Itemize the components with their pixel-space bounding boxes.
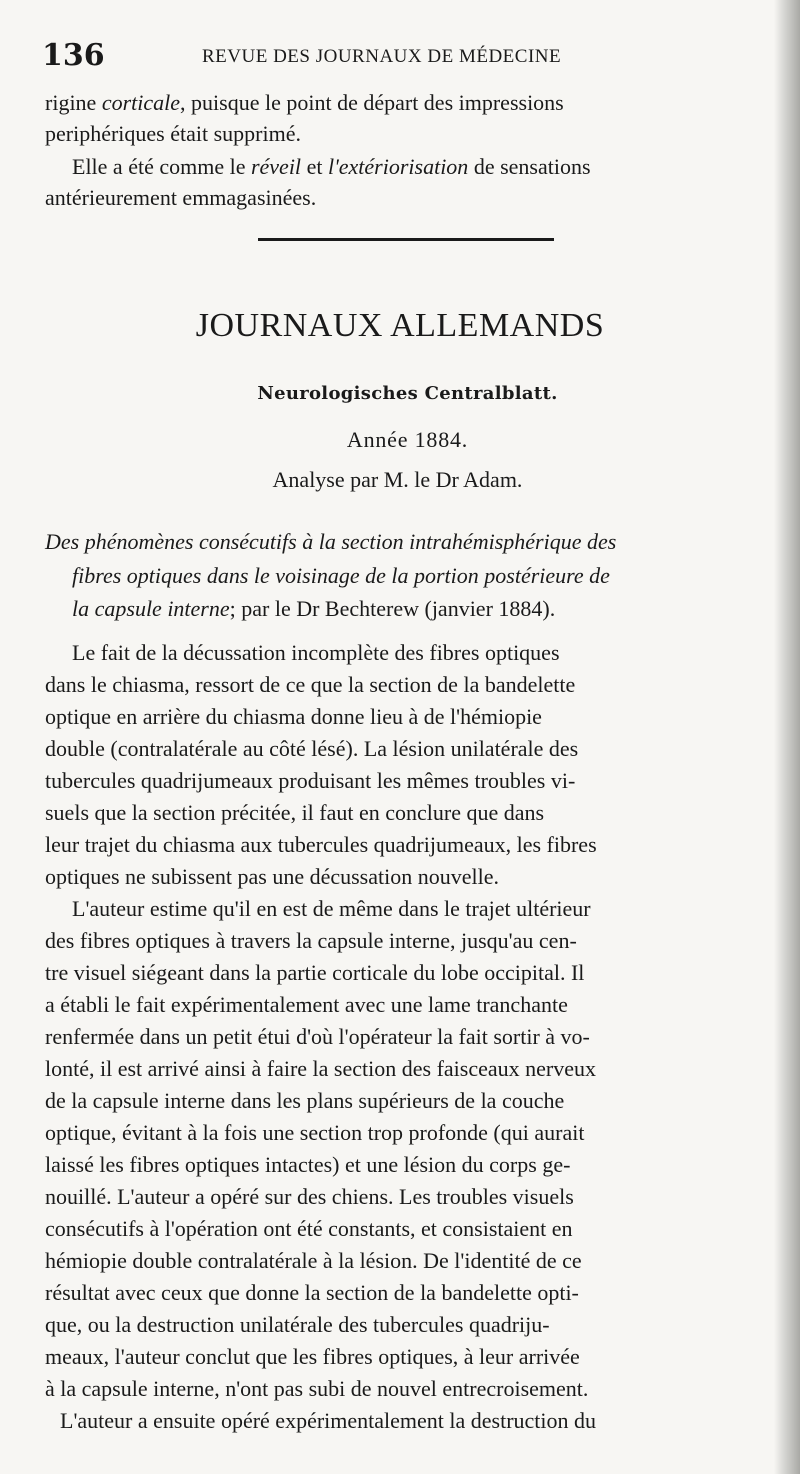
body-line: leur trajet du chiasma aux tubercules quadrijumeaux, les fibres [45, 832, 597, 857]
body-line: optique en arrière du chiasma donne lieu à de l'hémiopie [45, 704, 542, 729]
body-line: L'auteur a ensuite opéré expérimentalement la destruction du [60, 1408, 597, 1433]
text-span: ; par le Dr Bechterew (janvier 1884). [229, 596, 556, 621]
body-line: de la capsule interne dans les plans supérieurs de la couche [45, 1088, 565, 1113]
body-line: hémiopie double contralatérale à la lésion. De l'identité de ce [45, 1248, 582, 1273]
body-line: optiques ne subissent pas une décussation nouvelle. [45, 864, 499, 889]
preamble-line-3 [72, 152, 767, 182]
article-title-line-3 [72, 594, 797, 624]
page-edge-shadow [774, 0, 800, 1474]
text-span: rigine [45, 90, 102, 115]
section-divider [258, 238, 554, 241]
text-span-italic: la capsule interne [72, 596, 230, 621]
body-line: tubercules quadrijumeaux produisant les mêmes troubles vi- [45, 768, 576, 793]
body-line: lonté, il est arrivé ainsi à faire la section des faisceaux nerveux [45, 1056, 596, 1081]
text-span-italic: corticale [101, 90, 181, 115]
body-line: résultat avec ceux que donne la section de la bandelette opti- [45, 1280, 579, 1305]
section-title: JOURNAUX ALLEMANDS [195, 307, 605, 344]
body-line: Le fait de la décussation incomplète des fibres optiques [72, 640, 560, 665]
body-line: optique, évitant à la fois une section trop profonde (qui aurait [45, 1120, 585, 1145]
body-line: des fibres optiques à travers la capsule interne, jusqu'au cen- [45, 928, 577, 953]
body-line: laissé les fibres optiques intactes) et une lésion du corps ge- [45, 1152, 571, 1177]
text-span: et [301, 154, 328, 179]
analyst-line: Analyse par M. le Dr Adam. [272, 467, 523, 492]
article-title-line-2: fibres optiques dans le voisinage de la portion postérieure de [72, 563, 610, 588]
body-line: suels que la section précitée, il faut en conclure que dans [45, 800, 545, 825]
body-line: tre visuel siégeant dans la partie corticale du lobe occipital. Il [45, 960, 585, 985]
page-number: 136 [42, 38, 105, 73]
preamble-line-2: periphériques était supprimé. [45, 121, 301, 146]
body-line: renfermée dans un petit étui d'où l'opérateur la fait sortir à vo- [45, 1024, 590, 1049]
text-span: de sensations [468, 154, 591, 179]
text-span-italic: réveil [250, 154, 302, 179]
body-line: à la capsule interne, n'ont pas subi de nouvel entrecroisement. [45, 1376, 589, 1401]
body-line: dans le chiasma, ressort de ce que la section de la bandelette [45, 672, 576, 697]
page-header [42, 38, 762, 74]
journal-name: Neurologisches Centralblatt. [257, 383, 558, 404]
year-line: Année 1884. [346, 427, 469, 452]
body-line: double (contralatérale au côté lésé). La lésion unilatérale des [45, 736, 579, 761]
text-span-italic: l'extériorisation [327, 154, 469, 179]
body-line: consécutifs à l'opération ont été constants, et consistaient en [45, 1216, 573, 1241]
body-line: meaux, l'auteur conclut que les fibres optiques, à leur arrivée [45, 1344, 580, 1369]
body-line: que, ou la destruction unilatérale des tubercules quadriju- [45, 1312, 550, 1337]
body-line: a établi le fait expérimentalement avec une lame tranchante [45, 992, 568, 1017]
text-span: , puisque le point de départ des impressions [180, 90, 564, 115]
body-line: L'auteur estime qu'il en est de même dans le trajet ultérieur [72, 896, 591, 921]
preamble-line-1 [45, 88, 770, 118]
text-span: Elle a été comme le [72, 154, 251, 179]
body-line: nouillé. L'auteur a opéré sur des chiens. Les troubles visuels [45, 1184, 574, 1209]
running-head: REVUE DES JOURNAUX DE MÉDECINE [202, 46, 562, 67]
article-title-line-1: Des phénomènes consécutifs à la section intrahémisphérique des [45, 529, 617, 554]
preamble-line-4: antérieurement emmagasinées. [45, 185, 317, 210]
